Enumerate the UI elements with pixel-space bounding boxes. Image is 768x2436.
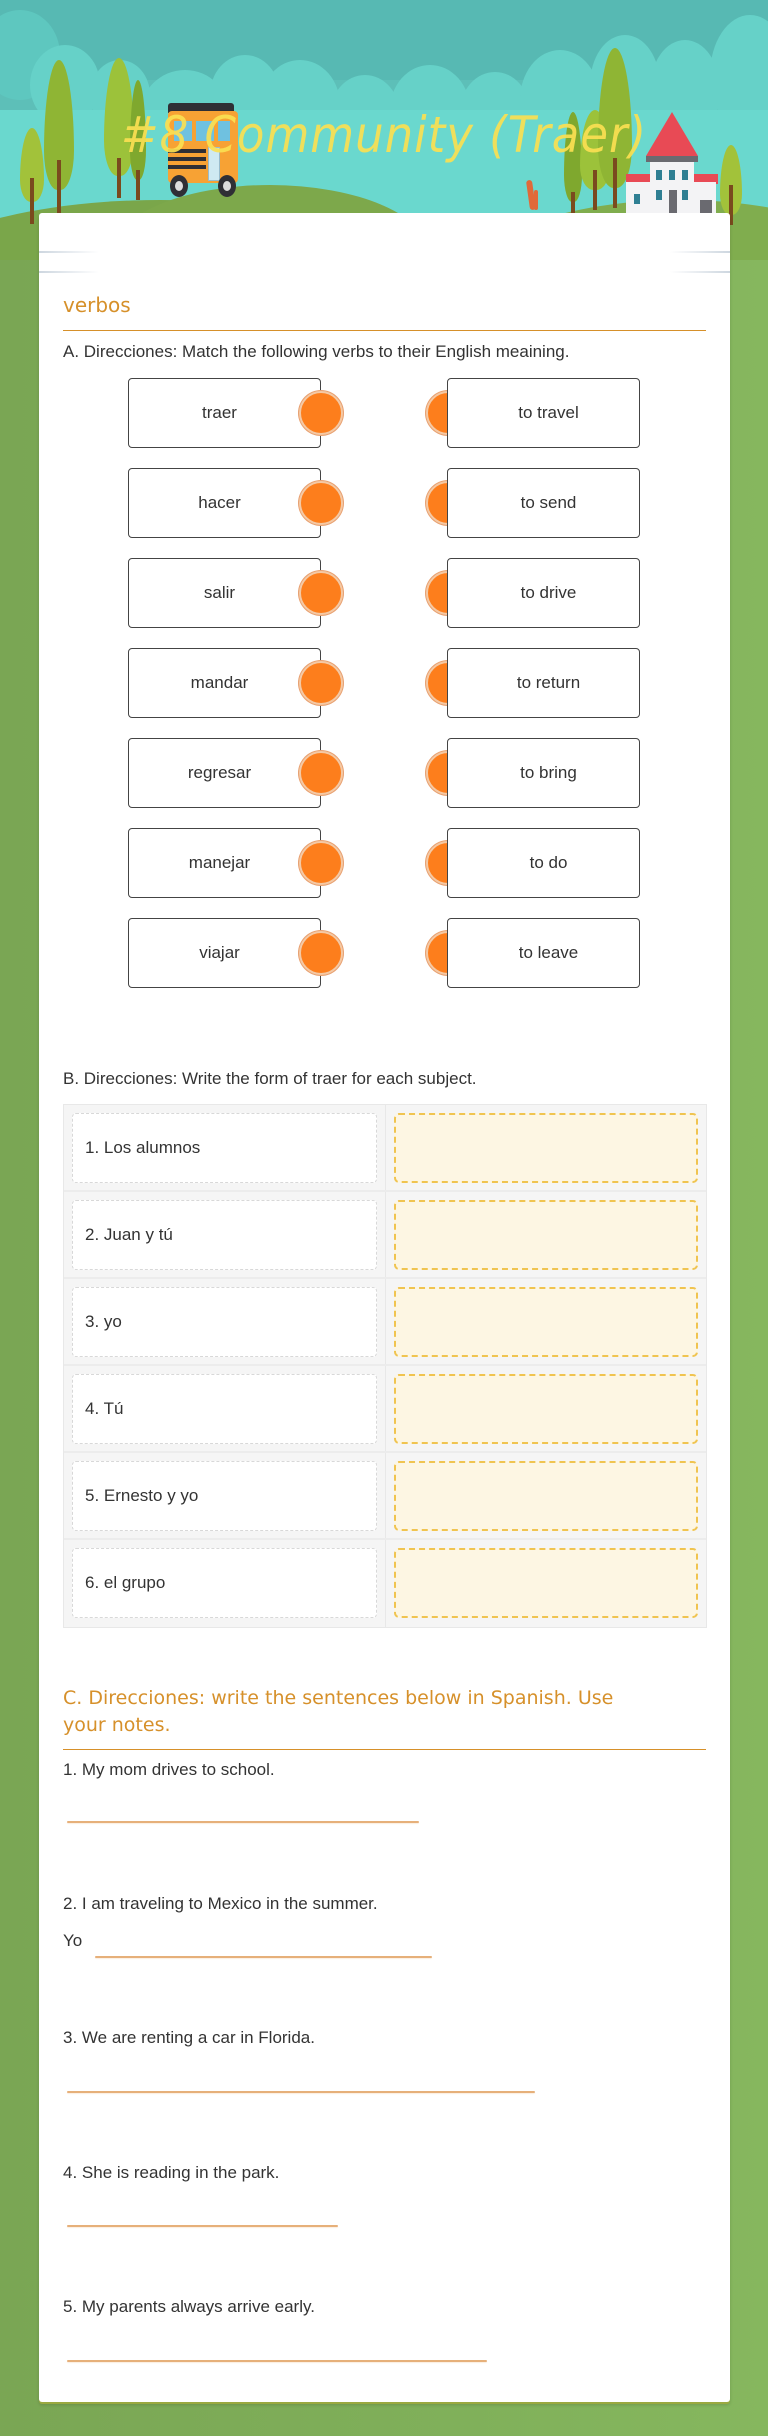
question-prompt: 4. She is reading in the park. — [63, 2163, 280, 2182]
table-row — [64, 1366, 706, 1453]
match-row — [39, 918, 730, 988]
match-row — [39, 468, 730, 538]
question-prompt: 2. I am traveling to Mexico in the summer. — [63, 1894, 378, 1913]
match-row — [39, 378, 730, 448]
section-heading-text: verbos — [63, 293, 131, 317]
subject-cell: 4. Tú — [72, 1374, 377, 1444]
match-left-item[interactable]: salir — [128, 558, 321, 628]
match-right-item[interactable]: to bring — [447, 738, 640, 808]
match-right-item[interactable]: to return — [447, 648, 640, 718]
section-heading-c — [63, 1685, 706, 1750]
subject-cell: 3. yo — [72, 1287, 377, 1357]
match-left-item[interactable]: hacer — [128, 468, 321, 538]
card-shine — [670, 271, 730, 273]
table-row — [64, 1105, 706, 1192]
match-right-item[interactable]: to leave — [447, 918, 640, 988]
answer-line[interactable] — [67, 1821, 419, 1823]
table-row — [64, 1540, 706, 1627]
answer-dropzone[interactable] — [394, 1461, 698, 1531]
match-right-item[interactable]: to drive — [447, 558, 640, 628]
connector-dot-left[interactable] — [299, 841, 343, 885]
question-prompt: 3. We are renting a car in Florida. — [63, 2028, 315, 2047]
match-right-item[interactable]: to do — [447, 828, 640, 898]
subject-cell: 2. Juan y tú — [72, 1200, 377, 1270]
section-heading-text: C. Direcciones: write the sentences below in Spanish. Use — [63, 1687, 614, 1709]
match-left-item[interactable]: regresar — [128, 738, 321, 808]
match-left-item[interactable]: viajar — [128, 918, 321, 988]
section-heading-text: your notes. — [63, 1714, 171, 1736]
match-right-item[interactable]: to travel — [447, 378, 640, 448]
subject-cell: 5. Ernesto y yo — [72, 1461, 377, 1531]
match-row — [39, 828, 730, 898]
answer-line[interactable] — [67, 2360, 487, 2362]
connector-dot-left[interactable] — [299, 661, 343, 705]
match-left-item[interactable]: mandar — [128, 648, 321, 718]
table-row — [64, 1279, 706, 1366]
connector-dot-left[interactable] — [299, 751, 343, 795]
match-left-item[interactable]: manejar — [128, 828, 321, 898]
card-shine — [39, 271, 99, 273]
match-row — [39, 558, 730, 628]
answer-dropzone[interactable] — [394, 1113, 698, 1183]
answer-line[interactable] — [67, 2225, 338, 2227]
instructions-b: B. Direcciones: Write the form of traer for each subject. — [63, 1069, 477, 1088]
match-right-item[interactable]: to send — [447, 468, 640, 538]
section-heading-verbos — [63, 293, 706, 331]
conjugation-table — [63, 1104, 707, 1628]
match-row — [39, 648, 730, 718]
question-prompt: 1. My mom drives to school. — [63, 1760, 275, 1779]
answer-prefix: Yo — [63, 1931, 83, 1950]
answer-dropzone[interactable] — [394, 1548, 698, 1618]
answer-dropzone[interactable] — [394, 1374, 698, 1444]
fox-illustration — [526, 178, 540, 212]
card-shine — [670, 251, 730, 253]
answer-dropzone[interactable] — [394, 1287, 698, 1357]
subject-cell: 6. el grupo — [72, 1548, 377, 1618]
table-row — [64, 1192, 706, 1279]
page-title: #8 Community (Traer) — [120, 106, 648, 164]
instructions-a: A. Direcciones: Match the following verbs to their English meaining. — [63, 342, 570, 361]
answer-dropzone[interactable] — [394, 1200, 698, 1270]
connector-dot-left[interactable] — [299, 571, 343, 615]
connector-dot-left[interactable] — [299, 931, 343, 975]
table-row — [64, 1453, 706, 1540]
connector-dot-left[interactable] — [299, 481, 343, 525]
worksheet-card — [39, 213, 730, 2402]
answer-line[interactable] — [95, 1956, 432, 1958]
match-left-item[interactable]: traer — [128, 378, 321, 448]
answer-line[interactable] — [67, 2091, 535, 2093]
question-prompt: 5. My parents always arrive early. — [63, 2297, 315, 2316]
card-shine — [39, 251, 99, 253]
subject-cell: 1. Los alumnos — [72, 1113, 377, 1183]
connector-dot-left[interactable] — [299, 391, 343, 435]
match-row — [39, 738, 730, 808]
